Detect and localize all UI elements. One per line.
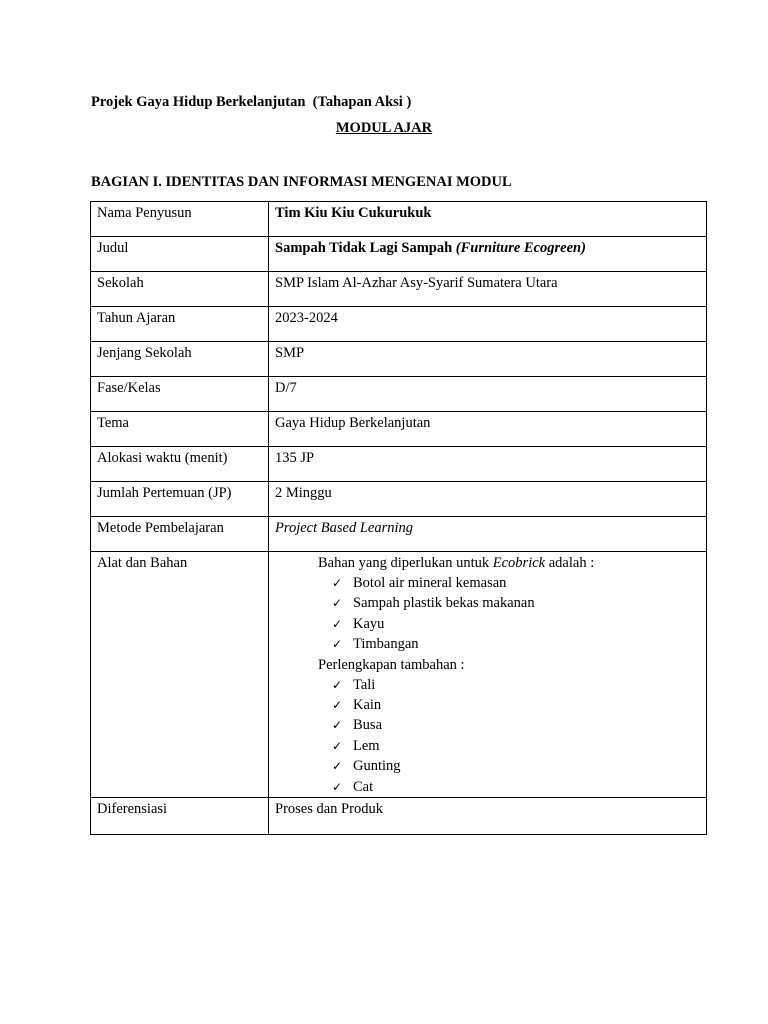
list-item bbox=[332, 715, 700, 735]
label-tahun-ajaran: Tahun Ajaran bbox=[91, 307, 269, 342]
list-item bbox=[332, 573, 700, 593]
list-item bbox=[332, 614, 700, 634]
label-fase-kelas: Fase/Kelas bbox=[91, 377, 269, 412]
alat-bahan-block bbox=[275, 553, 700, 797]
checkmark-icon: ✓ bbox=[332, 596, 343, 611]
list-item-label: Lem bbox=[353, 737, 380, 754]
label-jenjang: Jenjang Sekolah bbox=[91, 342, 269, 377]
label-judul: Judul bbox=[91, 237, 269, 272]
bahan-intro-italic: Ecobrick bbox=[492, 555, 546, 571]
perlengkapan-intro: Perlengkapan tambahan : bbox=[318, 656, 465, 673]
identity-table bbox=[90, 201, 707, 835]
value-alat-bahan bbox=[269, 552, 707, 798]
checkmark-icon: ✓ bbox=[332, 779, 343, 794]
value-judul bbox=[269, 237, 707, 272]
checkmark-icon: ✓ bbox=[332, 616, 343, 631]
checkmark-icon: ✓ bbox=[332, 576, 343, 590]
modul-title: MODUL AJAR bbox=[335, 120, 433, 136]
list-item-label: Cat bbox=[353, 778, 374, 795]
bahan-intro-prefix: Bahan yang diperlukan untuk bbox=[318, 555, 493, 571]
table-row bbox=[91, 272, 707, 307]
label-jumlah-pertemuan: Jumlah Pertemuan (JP) bbox=[91, 482, 269, 517]
table-row bbox=[91, 202, 707, 237]
table-row bbox=[91, 517, 707, 552]
value-alokasi-waktu: 135 JP bbox=[269, 447, 707, 482]
table-row bbox=[91, 482, 707, 517]
list-item bbox=[332, 756, 700, 776]
value-nama-penyusun: Tim Kiu Kiu Cukurukuk bbox=[269, 202, 707, 237]
value-tema: Gaya Hidup Berkelanjutan bbox=[269, 412, 707, 447]
list-item-label: Busa bbox=[353, 717, 382, 734]
list-item bbox=[332, 593, 700, 613]
table-row bbox=[91, 237, 707, 272]
table-row bbox=[91, 447, 707, 482]
perlengkapan-list bbox=[318, 675, 700, 797]
value-fase-kelas: D/7 bbox=[269, 377, 707, 412]
value-diferensiasi: Proses dan Produk bbox=[269, 798, 707, 835]
label-alokasi-waktu: Alokasi waktu (menit) bbox=[91, 447, 269, 482]
list-item-label: Sampah plastik bekas makanan bbox=[353, 595, 535, 612]
bahan-intro bbox=[318, 553, 700, 573]
table-row bbox=[91, 307, 707, 342]
checkmark-icon: ✓ bbox=[332, 637, 343, 652]
bahan-list bbox=[318, 573, 700, 655]
section-title: BAGIAN I. IDENTITAS DAN INFORMASI MENGENAI MODUL bbox=[91, 174, 512, 190]
table-row bbox=[91, 377, 707, 412]
label-sekolah: Sekolah bbox=[91, 272, 269, 307]
value-judul-main: Sampah Tidak Lagi Sampah bbox=[275, 240, 453, 256]
table-row bbox=[91, 342, 707, 377]
list-item bbox=[332, 675, 700, 695]
list-item-label: Gunting bbox=[353, 758, 401, 775]
checkmark-icon: ✓ bbox=[332, 759, 343, 774]
table-row bbox=[91, 552, 707, 798]
table-row bbox=[91, 798, 707, 835]
label-alat-bahan: Alat dan Bahan bbox=[91, 552, 269, 798]
list-item bbox=[332, 777, 700, 797]
list-item bbox=[332, 695, 700, 715]
list-item-label: Kayu bbox=[353, 615, 385, 632]
checkmark-icon: ✓ bbox=[332, 698, 343, 713]
list-item-label: Tali bbox=[353, 676, 376, 693]
project-title: Projek Gaya Hidup Berkelanjutan (Tahapan Aksi ) bbox=[91, 94, 412, 110]
value-sekolah: SMP Islam Al-Azhar Asy-Syarif Sumatera Utara bbox=[269, 272, 707, 307]
label-tema: Tema bbox=[91, 412, 269, 447]
checkmark-icon: ✓ bbox=[332, 718, 343, 733]
value-judul-italic: (Furniture Ecogreen) bbox=[455, 240, 586, 256]
list-item bbox=[332, 634, 700, 654]
checkmark-icon: ✓ bbox=[332, 738, 343, 753]
label-metode: Metode Pembelajaran bbox=[91, 517, 269, 552]
list-item bbox=[332, 736, 700, 756]
value-tahun-ajaran: 2023-2024 bbox=[269, 307, 707, 342]
table-row bbox=[91, 412, 707, 447]
value-jenjang: SMP bbox=[269, 342, 707, 377]
label-diferensiasi: Diferensiasi bbox=[91, 798, 269, 835]
value-jumlah-pertemuan: 2 Minggu bbox=[269, 482, 707, 517]
checkmark-icon: ✓ bbox=[332, 677, 343, 692]
value-metode: Project Based Learning bbox=[269, 517, 707, 552]
list-item-label: Timbangan bbox=[353, 636, 419, 653]
list-item-label: Kain bbox=[353, 697, 382, 714]
label-nama-penyusun: Nama Penyusun bbox=[91, 202, 269, 237]
bahan-intro-suffix: adalah : bbox=[545, 555, 595, 571]
list-item-label: Botol air mineral kemasan bbox=[353, 575, 507, 591]
